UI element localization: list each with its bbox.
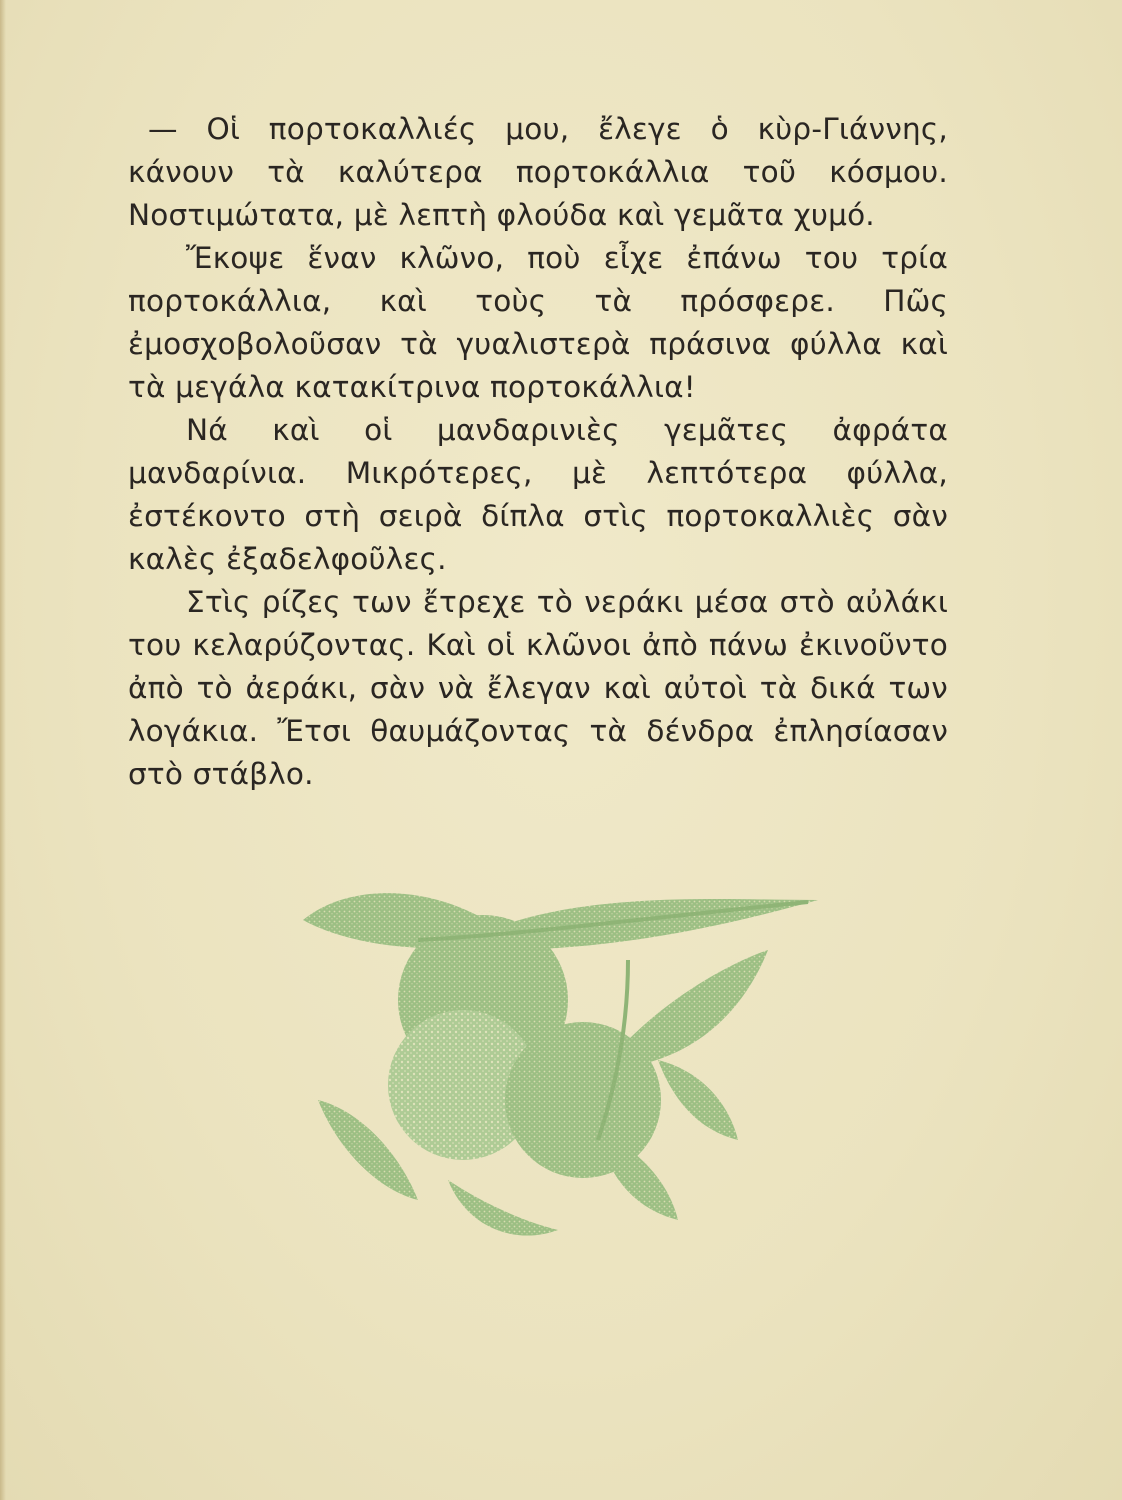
paragraph-2: Ἔκοψε ἕναν κλῶνο, ποὺ εἶχε ἐπάνω του τρία πορτοκάλλια, καὶ τοὺς τὰ πρόσφερε. Πῶς ἐμοσχοβολοῦσαν τὰ γυαλιστερὰ πράσινα φύλλα καὶ τὰ μεγάλα κατακίτρινα πορτοκάλλια! bbox=[128, 241, 948, 404]
story-text bbox=[128, 108, 948, 796]
paragraph-4: Στὶς ρίζες των ἔτρεχε τὸ νεράκι μέσα στὸ αὐλάκι του κελαρύζοντας. Καὶ οἱ κλῶνοι ἀπὸ πάνω ἐκινοῦντο ἀπὸ τὸ ἀεράκι, σὰν νὰ ἔλεγαν καὶ αὐτοὶ τὰ δικά των λογάκια. Ἔτσι θαυμάζοντας τὰ δένδρα ἐπλησίασαν στὸ στάβλο. bbox=[128, 585, 948, 791]
paragraph-1: — Οἱ πορτοκαλλιές μου, ἔλεγε ὁ κὺρ-Γιάννης, κάνουν τὰ καλύτερα πορτοκάλλια τοῦ κόσμου. Νοστιμώτατα, μὲ λεπτὴ φλούδα καὶ γεμᾶτα χυμό. bbox=[128, 112, 948, 232]
page-edge-shadow bbox=[0, 0, 6, 1500]
orange-branch-icon bbox=[298, 880, 838, 1250]
paragraph-3: Νά καὶ οἱ μανδαρινιὲς γεμᾶτες ἀφράτα μανδαρίνια. Μικρότερες, μὲ λεπτότερα φύλλα, ἐστέκοντο στὴ σειρὰ δίπλα στὶς πορτοκαλλιὲς σὰν καλὲς ἐξαδελφοῦλες. bbox=[128, 413, 948, 576]
